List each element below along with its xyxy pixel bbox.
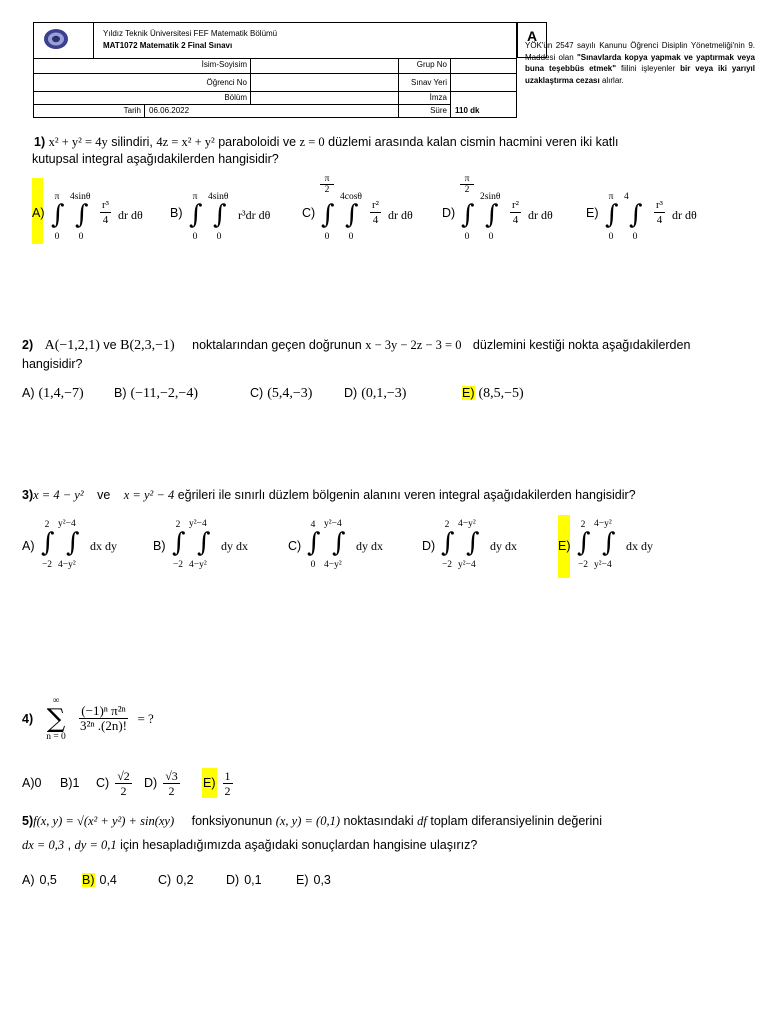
- integral-sign-icon: ∫: [321, 200, 335, 230]
- integral-sign-icon: ∫: [466, 528, 480, 558]
- outer-upper-limit: 2: [580, 520, 586, 530]
- department-label: Bölüm: [33, 92, 251, 105]
- outer-upper-limit: π 2: [460, 174, 474, 195]
- integrand-fraction: $\frac{\text{r³}}{4}$: [656, 199, 663, 226]
- inner-upper-limit: 4: [624, 192, 629, 202]
- q3-option-c[interactable]: [288, 518, 418, 578]
- q3-option-b[interactable]: [153, 518, 283, 578]
- question-1-stem-line2: kutupsal integral aşağıdakilerden hangisidir?: [32, 152, 279, 166]
- q2-option-e[interactable]: [462, 386, 524, 402]
- integral-sign-icon: ∫: [461, 200, 475, 230]
- q5-option-a[interactable]: [22, 873, 57, 887]
- option-label: D): [144, 776, 158, 790]
- integral-sign-icon: ∫: [189, 200, 203, 230]
- q2-option-d[interactable]: [344, 386, 406, 402]
- integral-sign-icon: ∫: [41, 528, 55, 558]
- outer-lower-limit: −2: [172, 560, 184, 570]
- integrand-fraction: $\frac{\text{r²}}{4}$: [372, 199, 379, 226]
- outer-upper-limit: π: [192, 192, 198, 202]
- signature-label: İmza: [399, 92, 451, 105]
- q3-option-e[interactable]: [558, 518, 688, 578]
- option-label: C): [302, 206, 316, 220]
- date-value: 06.06.2022: [145, 105, 399, 118]
- integral-sign-icon: ∫: [197, 528, 211, 558]
- option-label: C): [250, 386, 264, 400]
- q4-option-c[interactable]: [96, 766, 132, 800]
- option-label: D): [442, 206, 456, 220]
- inner-lower-limit: y²−4: [458, 560, 476, 570]
- question-4-term: $\frac{\text{(−1)ⁿ π²ⁿ}}{\text{3²ⁿ .(2n)!}}$ = ?: [80, 703, 154, 733]
- q4-option-a[interactable]: [22, 766, 41, 800]
- question-4-sum: ∞ ∑ n = 0: [46, 696, 66, 742]
- option-label: B): [153, 539, 166, 553]
- inner-upper-limit: 4sinθ: [70, 192, 91, 202]
- inner-lower-limit: 4−y²: [324, 560, 342, 570]
- question-4-number: 4): [22, 712, 34, 726]
- q2-option-b[interactable]: [114, 386, 198, 402]
- outer-lower-limit: 0: [324, 232, 330, 242]
- inner-upper-limit: 4−y²: [594, 519, 612, 529]
- q4-option-e[interactable]: [202, 766, 233, 800]
- integrand-fraction: $\frac{\text{r²}}{4}$: [512, 199, 519, 226]
- question-2-stem-line2: hangisidir?: [22, 357, 83, 371]
- option-label: E): [586, 206, 599, 220]
- outer-upper-limit: 2: [44, 520, 50, 530]
- option-label: D): [344, 386, 358, 400]
- inner-lower-limit: 0: [78, 232, 84, 242]
- q5-option-d[interactable]: [226, 873, 262, 887]
- exam-header: [33, 22, 756, 118]
- option-label: C): [158, 873, 172, 887]
- outer-lower-limit: 0: [608, 232, 614, 242]
- option-value: (5,4,−3): [267, 386, 313, 401]
- integral-sign-icon: ∫: [629, 200, 643, 230]
- option-label: D): [422, 539, 436, 553]
- outer-upper-limit: π: [608, 192, 614, 202]
- inner-lower-limit: y²−4: [594, 560, 612, 570]
- outer-upper-limit: π: [54, 192, 60, 202]
- integral-sign-icon: ∫: [332, 528, 346, 558]
- differential: dr dθ: [388, 208, 413, 222]
- outer-lower-limit: −2: [577, 560, 589, 570]
- q2-option-c[interactable]: [250, 386, 312, 402]
- option-label: A): [32, 206, 45, 220]
- integral-sign-icon: ∫: [345, 200, 359, 230]
- inner-lower-limit: 0: [488, 232, 494, 242]
- option-value: (8,5,−5): [478, 386, 524, 401]
- outer-upper-limit: 2: [444, 520, 450, 530]
- differential: dr dθ: [528, 208, 553, 222]
- integral-sign-icon: ∫: [602, 528, 616, 558]
- course-title: MAT1072 Matematik 2 Final Sınavı: [103, 41, 233, 50]
- differential: dx dy: [90, 539, 117, 553]
- option-value: 0,2: [176, 873, 194, 887]
- option-value: (0,1,−3): [361, 386, 407, 401]
- option-fraction: $\frac{√3}{2}$: [165, 768, 178, 798]
- integral-sign-icon: ∫: [441, 528, 455, 558]
- outer-lower-limit: −2: [41, 560, 53, 570]
- inner-upper-limit: 4−y²: [458, 519, 476, 529]
- q5-option-c[interactable]: [158, 873, 194, 887]
- differential: dx dy: [626, 539, 653, 553]
- discipline-rule-text: YÖK'ün 2547 sayılı Kanunu Öğrenci Disiplin Yönetmeliği'nin 9. Maddesi olan "Sınavlarda kopya yapmak ve yaptırmak veya buna teşebbüs etmek" fiilini işleyenler bir veya iki yarıyıl uzaklaştırma cezası alırlar.: [525, 41, 756, 85]
- q5-option-b[interactable]: [82, 873, 117, 887]
- option-label: B): [170, 206, 183, 220]
- department-field[interactable]: [251, 92, 399, 105]
- integral-sign-icon: ∫: [213, 200, 227, 230]
- option-label: A): [22, 386, 35, 400]
- q5-option-e[interactable]: [296, 873, 331, 887]
- integral-sign-icon: ∫: [605, 200, 619, 230]
- option-label: C): [96, 776, 110, 790]
- integrand-fraction: $\frac{\text{r³}}{4}$: [102, 199, 109, 226]
- integral-sign-icon: ∫: [66, 528, 80, 558]
- differential: dr dθ: [118, 208, 143, 222]
- q1-option-d[interactable]: [442, 174, 582, 244]
- student-no-field[interactable]: [251, 74, 399, 92]
- outer-lower-limit: −2: [441, 560, 453, 570]
- option-label: A): [22, 873, 35, 887]
- integral-sign-icon: ∫: [307, 528, 321, 558]
- university-logo-icon: [43, 28, 69, 50]
- q1-option-b[interactable]: [170, 180, 310, 244]
- outer-lower-limit: 0: [310, 560, 316, 570]
- inner-upper-limit: y²−4: [189, 519, 207, 529]
- question-5-stem: 5)f(x, y) = √(x² + y²) + sin(xy) fonksiyonunun (x, y) = (0,1) noktasındaki df toplam diferansiyelinin değerini: [22, 814, 602, 828]
- integral-sign-icon: ∫: [51, 200, 65, 230]
- integral-sign-icon: ∫: [75, 200, 89, 230]
- inner-lower-limit: 0: [216, 232, 222, 242]
- differential: dr dθ: [672, 208, 697, 222]
- integrand: r³dr dθ: [238, 208, 271, 222]
- date-label: Tarih: [33, 105, 145, 118]
- option-label: B)1: [60, 776, 80, 790]
- q1-option-a[interactable]: [32, 180, 172, 244]
- option-fraction: $\frac{1}{2}$: [224, 768, 231, 798]
- option-label: B): [82, 873, 95, 887]
- option-value: (1,4,−7): [38, 386, 84, 401]
- outer-upper-limit: 4: [310, 520, 316, 530]
- inner-lower-limit: 4−y²: [58, 560, 76, 570]
- option-label: A)0: [22, 776, 42, 790]
- option-label: B): [114, 386, 127, 400]
- differential: dy dx: [221, 539, 248, 553]
- option-label: E): [558, 539, 571, 553]
- group-letter: A: [526, 28, 538, 44]
- exam-place-field[interactable]: [451, 74, 517, 92]
- option-label: E): [202, 768, 217, 798]
- inner-upper-limit: 4cosθ: [340, 192, 362, 202]
- q1-option-e[interactable]: [586, 180, 726, 244]
- question-1-stem: 1) x² + y² = 4y silindiri, 4z = x² + y² paraboloidi ve z = 0 düzlemi arasında kalan cismin hacmini veren iki katlı: [34, 135, 619, 149]
- option-label: D): [226, 873, 240, 887]
- inner-upper-limit: 2sinθ: [480, 192, 501, 202]
- inner-lower-limit: 0: [632, 232, 638, 242]
- option-value: 0,5: [39, 873, 57, 887]
- q4-option-d[interactable]: [144, 766, 180, 800]
- exam-place-label: Sınav Yeri: [399, 74, 451, 92]
- outer-lower-limit: 0: [192, 232, 198, 242]
- q3-option-a[interactable]: [22, 518, 152, 578]
- name-field[interactable]: [251, 59, 399, 74]
- duration-label: Süre: [399, 105, 451, 118]
- inner-lower-limit: 4−y²: [189, 560, 207, 570]
- integral-sign-icon: ∫: [577, 528, 591, 558]
- integral-sign-icon: ∫: [485, 200, 499, 230]
- option-label: E): [296, 873, 309, 887]
- option-label: A): [22, 539, 35, 553]
- option-label: C): [288, 539, 302, 553]
- option-fraction: $\frac{√2}{2}$: [117, 768, 130, 798]
- integral-sign-icon: ∫: [172, 528, 186, 558]
- duration-value: 110 dk: [451, 105, 517, 118]
- name-label: İsim-Soyisim: [33, 59, 251, 74]
- question-5-stem-line2: dx = 0,3 , dy = 0,1 için hesapladığımızda aşağıdaki sonuçlardan hangisine ulaşırız?: [22, 838, 478, 852]
- inner-lower-limit: 0: [348, 232, 354, 242]
- differential: dy dx: [490, 539, 517, 553]
- question-2-stem: 2) A(−1,2,1) ve B(2,3,−1) noktalarından geçen doğrunun x − 3y − 2z − 3 = 0 düzlemini kestiği nokta aşağıdakilerden: [22, 338, 691, 353]
- inner-upper-limit: 4sinθ: [208, 192, 229, 202]
- option-value: (−11,−2,−4): [130, 386, 198, 401]
- university-name: Yıldız Teknik Üniversitesi FEF Matematik Bölümü: [103, 29, 278, 38]
- outer-upper-limit: π 2: [320, 174, 334, 195]
- q2-option-a[interactable]: [22, 386, 84, 402]
- option-value: 0,4: [99, 873, 117, 887]
- differential: dy dx: [356, 539, 383, 553]
- option-value: 0,3: [313, 873, 331, 887]
- group-no-label: Grup No: [399, 59, 451, 74]
- group-no-field[interactable]: [451, 59, 517, 74]
- q3-option-d[interactable]: [422, 518, 552, 578]
- option-label: E): [462, 386, 475, 400]
- option-value: 0,1: [244, 873, 262, 887]
- question-3-stem: 3)x = 4 − y² ve x = y² − 4 eğrileri ile sınırlı düzlem bölgenin alanını veren integral aşağıdakilerden hangisidir?: [22, 488, 636, 502]
- inner-upper-limit: y²−4: [58, 519, 76, 529]
- student-no-label: Öğrenci No: [33, 74, 251, 92]
- q4-option-b[interactable]: [60, 766, 79, 800]
- outer-lower-limit: 0: [54, 232, 60, 242]
- inner-upper-limit: y²−4: [324, 519, 342, 529]
- outer-lower-limit: 0: [464, 232, 470, 242]
- outer-upper-limit: 2: [175, 520, 181, 530]
- q1-option-c[interactable]: [302, 174, 442, 244]
